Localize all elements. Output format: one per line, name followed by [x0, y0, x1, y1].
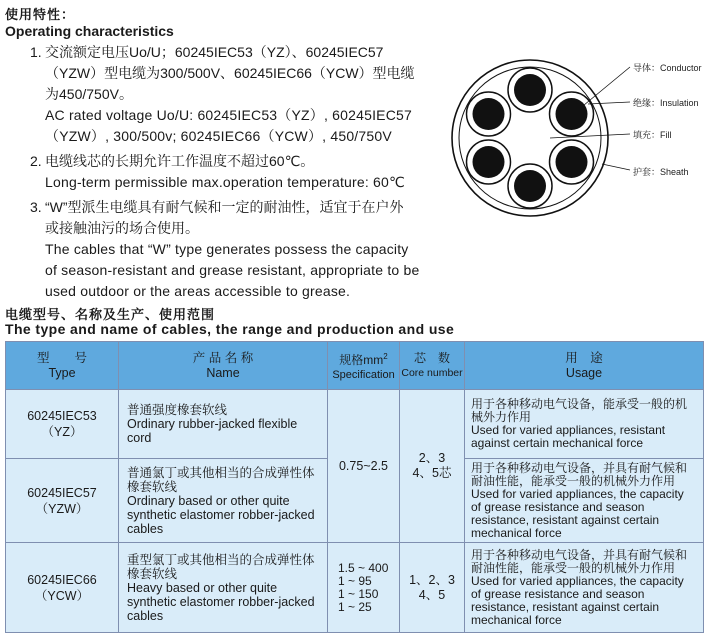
- section-title-en: Operating characteristics: [5, 23, 174, 39]
- item-cn-line: （YZW）型电缆为300/500V、60245IEC66（YCW）型电缆: [45, 65, 415, 81]
- name-cell: 普通氯丁或其他相当的合成弹性体橡套软线 Ordinary based or other quite synthetic elastomer robber-jacked cables: [119, 459, 328, 543]
- header-core: 芯 数 Core number: [400, 342, 465, 390]
- item-en-line: of season-resistant and grease resistant, appropriate to be: [45, 262, 420, 278]
- table-row: [6, 390, 704, 459]
- label-conductor: 导体：Conductor: [633, 63, 702, 73]
- usage-cell: 用于各种移动电气设备，并具有耐气候和耐油性能，能承受一般的机械外力作用 Used for varied appliances, the capacity of grease resistance and season resistance, resistant against certain mechanical force: [465, 459, 704, 543]
- section2-title-cn: 电缆型号、名称及生产、使用范围: [5, 307, 216, 322]
- label-fill: 填充：Fill: [633, 130, 672, 140]
- item-cn-line: 为450/750V。: [45, 86, 133, 102]
- leader-line-sheath: [602, 164, 630, 170]
- usage-cell: 用于各种移动电气设备，能承受一般的机械外力作用 Used for varied appliances, resistant against certain mechanical force: [465, 390, 704, 459]
- core-conductor: [556, 146, 588, 178]
- item-en-line: AC rated voltage Uo/U: 60245IEC53（YZ）, 60245IEC57: [45, 107, 412, 123]
- type-cell: 60245IEC66 （YCW）: [6, 543, 119, 633]
- spec-cell-merged: 0.75~2.5: [328, 390, 400, 543]
- core-conductor: [514, 170, 546, 202]
- core-conductor: [473, 146, 505, 178]
- spec-cell: 1.5 ~ 400 1 ~ 95 1 ~ 150 1 ~ 25: [328, 543, 400, 633]
- core-cell: 1、2、3 4、5: [400, 543, 465, 633]
- type-cell: 60245IEC53 （YZ）: [6, 390, 119, 459]
- item-number: 1.: [30, 44, 42, 60]
- cable-type-table: [5, 341, 704, 633]
- header-type: 型 号 Type: [6, 342, 119, 390]
- name-cell: 重型氯丁或其他相当的合成弹性体橡套软线 Heavy based or other quite synthetic elastomer robber-jacked cables: [119, 543, 328, 633]
- item-en-line: Long-term permissible max.operation temperature: 60℃: [45, 174, 405, 190]
- header-spec: 规格$mm^2$ Specification: [328, 342, 400, 390]
- section-title-cn: 使用特性：: [5, 7, 76, 22]
- table-header-row: [6, 342, 704, 390]
- item-en-line: （YZW）, 300/500v; 60245IEC66（YCW）, 450/750V: [45, 128, 392, 144]
- item-number: 3.: [30, 199, 42, 215]
- label-sheath: 护套：Sheath: [633, 167, 689, 177]
- item-cn-line: 交流额定电压Uo/U；60245IEC53（YZ）、60245IEC57: [45, 44, 384, 60]
- usage-cell: 用于各种移动电气设备，并具有耐气候和耐油性能，能承受一般的机械外力作用 Used for varied appliances, the capacity of grease resistance and season resistance, resistant against certain mechanical force: [465, 543, 704, 633]
- header-usage: 用 途 Usage: [465, 342, 704, 390]
- cable-cross-section-diagram: [450, 40, 710, 230]
- type-cell: 60245IEC57 （YZW）: [6, 459, 119, 543]
- item-cn-line: 电缆线芯的长期允许工作温度不超过60℃。: [45, 153, 315, 169]
- section2-title-en: The type and name of cables, the range and production and use: [5, 321, 455, 337]
- table-row: [6, 543, 704, 633]
- item-cn-line: “W”型派生电缆具有耐气候和一定的耐油性，适宜于在户外: [45, 199, 404, 215]
- item-en-line: used outdoor or the areas accessible to grease.: [45, 283, 351, 299]
- label-insulation: 绝缘：Insulation: [633, 98, 699, 108]
- header-name: 产 品 名 称 Name: [119, 342, 328, 390]
- core-cell-merged: 2、3 4、5芯: [400, 390, 465, 543]
- item-en-line: The cables that “W” type generates possess the capacity: [45, 241, 409, 257]
- core-conductor: [473, 98, 505, 130]
- core-conductor: [514, 74, 546, 106]
- item-cn-line: 或接触油污的场合使用。: [45, 220, 199, 236]
- item-number: 2.: [30, 153, 42, 169]
- name-cell: 普通强度橡套软线 Ordinary rubber-jacked flexible cord: [119, 390, 328, 459]
- core-conductor: [556, 98, 588, 130]
